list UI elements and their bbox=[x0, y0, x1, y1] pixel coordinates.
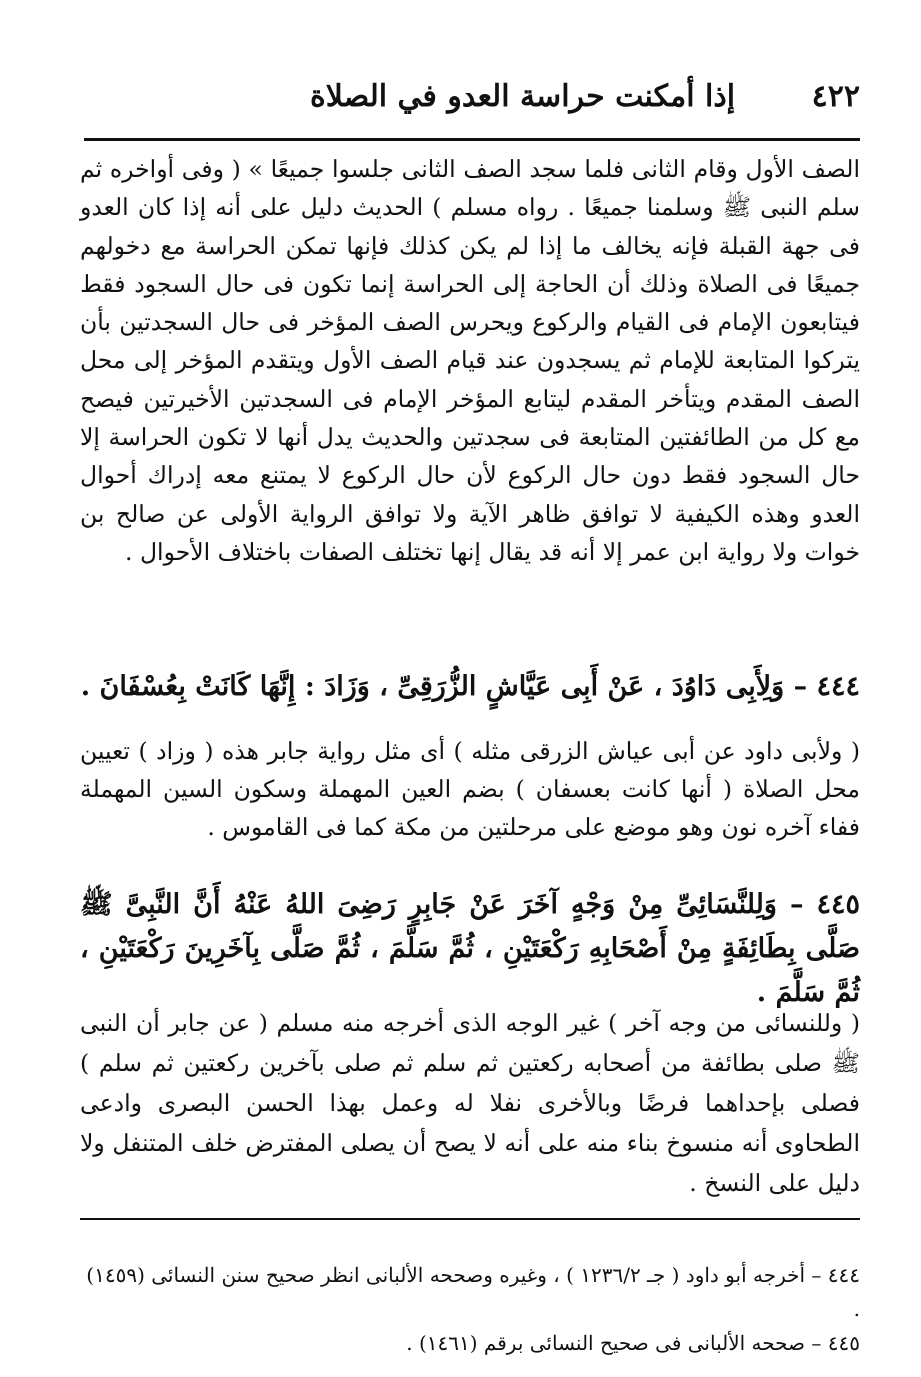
commentary-444 bbox=[80, 732, 860, 846]
hadith-445 bbox=[80, 883, 860, 1015]
running-title: إذا أمكنت حراسة العدو في الصلاة bbox=[310, 78, 736, 114]
commentary-text: ( ولأبى داود عن أبى عياش الزرقى مثله ) أى مثل رواية جابر هذه ( وزاد ) تعيين محل الصلاة ( أنها كانت بعسفان ) بضم العين المهملة وسكون السين المهملة ففاء آخره نون وهو موضع على مرحلتين من مكة كما فى القاموس . bbox=[80, 737, 860, 841]
page-header bbox=[80, 72, 860, 120]
footnotes bbox=[80, 1258, 860, 1360]
commentary-445 bbox=[80, 1003, 860, 1203]
footnote-444: ٤٤٤ – أخرجه أبو داود ( جـ ١٢٣٦/٢ ) ، وغيره وصححه الألبانى انظر صحيح سنن النسائى (١٤٥٩) . bbox=[86, 1263, 860, 1321]
footnote-rule bbox=[80, 1218, 860, 1220]
footnote-445: ٤٤٥ – صححه الألبانى فى صحيح النسائى برقم (١٤٦١) . bbox=[406, 1331, 860, 1355]
hadith-text: ٤٤٥ – وَلِلنَّسَائِىِّ مِنْ وَجْهٍ آخَرَ عَنْ جَابِرٍ رَضِىَ اللهُ عَنْهُ أَنَّ النَّبِىَّ ﷺ صَلَّى بِطَائِفَةٍ مِنْ أَصْحَابِهِ رَكْعَتَيْنِ ، ثُمَّ سَلَّمَ ، ثُمَّ صَلَّى بِآخَرِينَ رَكْعَتَيْنِ ، ثُمَّ سَلَّمَ . bbox=[80, 889, 860, 1008]
header-rule bbox=[84, 138, 860, 141]
hadith-444 bbox=[80, 665, 860, 709]
page-number: ٤٢٢ bbox=[811, 78, 860, 114]
commentary-text: الصف الأول وقام الثانى فلما سجد الصف الثانى جلسوا جميعًا » ( وفى أواخره ثم سلم النبى ﷺ وسلمنا جميعًا . رواه مسلم ) الحديث دليل على أنه إذا كان العدو فى جهة القبلة فإنه يخالف ما إذا لم يكن كذلك فإنها تمكن الحراسة مع دخولهم جميعًا فى الصلاة وذلك أن الحاجة إلى الحراسة إنما تكون فى حال السجود فقط فيتابعون الإمام فى القيام والركوع ويحرس الصف المؤخر فى حال السجدتين بأن يتركوا المتابعة للإمام ثم يسجدون عند قيام الصف الأول ويتقدم المؤخر إلى محل الصف المقدم ويتأخر المقدم ليتابع المؤخر الإمام فى السجدتين الأخيرتين فيصح مع كل من الطائفتين المتابعة فى سجدتين والحديث يدل أنها لا تكون الحراسة إلا حال السجود فقط دون حال الركوع لأن حال الركوع لا يمتنع معه إدراك أحوال العدو وهذه الكيفية لا توافق ظاهر الآية ولا توافق الرواية الأولى عن صالح بن خوات ولا رواية ابن عمر إلا أنه قد يقال إنها تختلف الصفات باختلاف الأحوال . bbox=[80, 155, 860, 566]
commentary-paragraph bbox=[80, 150, 860, 571]
commentary-text: ( وللنسائى من وجه آخر ) غير الوجه الذى أخرجه منه مسلم ( عن جابر أن النبى ﷺ صلى بطائفة من أصحابه ركعتين ثم سلم ثم صلى بآخرين ركعتين ثم سلم ) فصلى بإحداهما فرضًا وبالأخرى نفلا له وعمل بهذا الحسن البصرى وادعى الطحاوى أنه منسوخ بناء منه على أنه لا يصح أن يصلى المفترض خلف المتنفل ولا دليل على النسخ . bbox=[80, 1009, 860, 1197]
hadith-text: ٤٤٤ – وَلِأَبِى دَاوُدَ ، عَنْ أَبِى عَيَّاشٍ الزُّرَقِىِّ ، وَزَادَ : إِنَّهَا كَانَتْ بِعُسْفَانَ . bbox=[80, 671, 860, 702]
